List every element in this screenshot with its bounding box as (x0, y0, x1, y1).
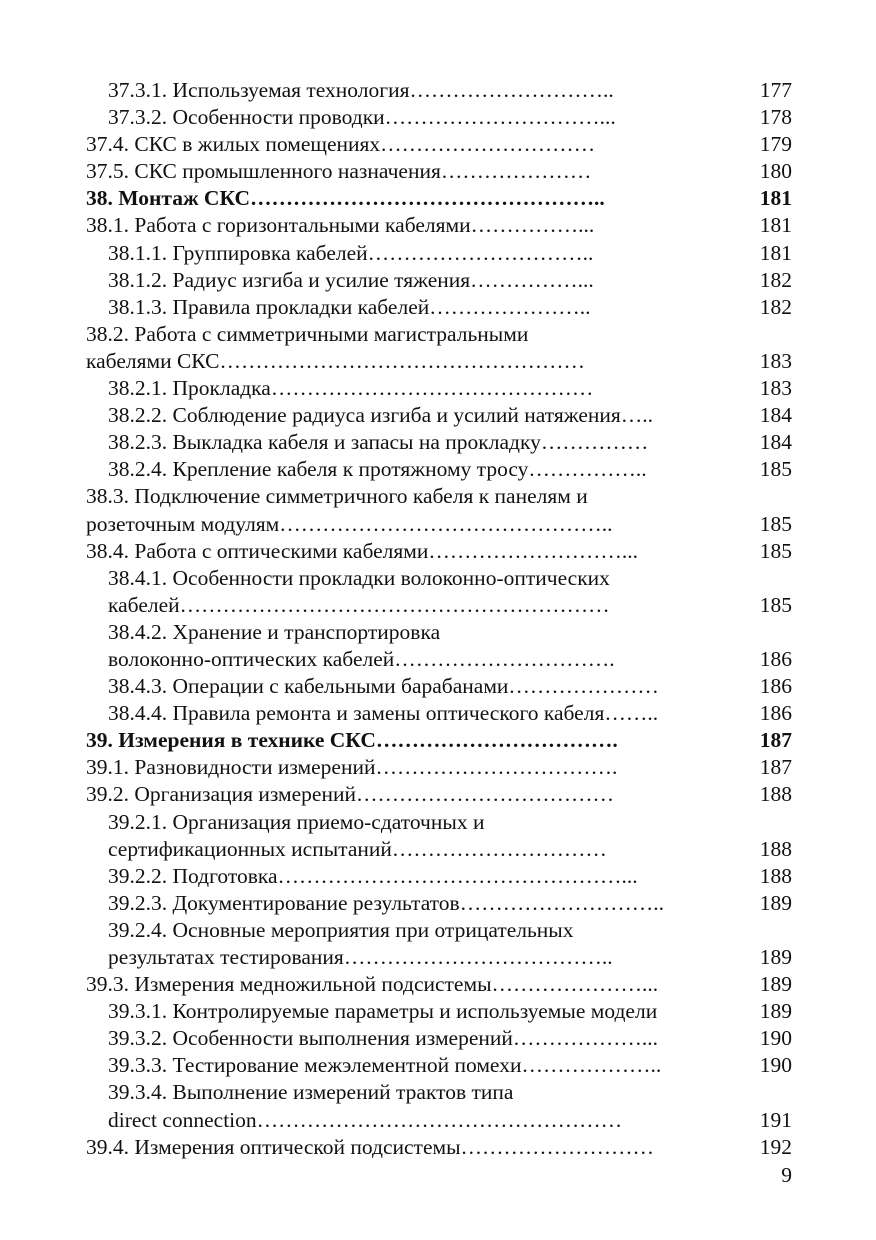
toc-line (86, 863, 792, 890)
page-number: 9 (781, 1163, 792, 1187)
toc-entry-page: 184 (759, 403, 792, 428)
toc-entry (86, 429, 792, 456)
toc-entry (86, 483, 792, 537)
toc-entry (86, 917, 792, 971)
toc-entry (86, 131, 792, 158)
toc-entry-title: 38.2. Работа с симметричными магистральными (86, 321, 529, 346)
toc-line (86, 754, 792, 781)
toc-entry (86, 104, 792, 131)
toc-entry (86, 1134, 792, 1161)
toc-entry-title: 39.3.1. Контролируемые параметры и используемые модели (108, 999, 658, 1024)
toc-entry-page: 183 (759, 376, 792, 401)
toc-line (86, 158, 792, 185)
toc-entry-title: 39.2.2. Подготовка…………………………………………... (108, 863, 638, 888)
toc-line (86, 294, 792, 321)
toc-entry-page: 189 (759, 945, 792, 969)
toc-entry-title: 38.1.1. Группировка кабелей………………………….. (108, 240, 594, 265)
toc-entry-page: 185 (759, 592, 792, 617)
toc-line (86, 267, 792, 294)
toc-line (86, 673, 792, 700)
toc-entry-title: direct connection…………………………………………… (108, 1107, 623, 1132)
toc-entry (86, 754, 792, 781)
table-of-contents (86, 77, 792, 1161)
toc-entry-page: 187 (759, 755, 792, 780)
toc-entry (86, 1079, 792, 1133)
toc-entry (86, 565, 792, 619)
toc-line (86, 131, 792, 158)
toc-entry (86, 781, 792, 808)
toc-line (86, 971, 792, 998)
toc-entry-page: 190 (759, 1026, 792, 1051)
toc-line (86, 538, 792, 565)
toc-entry (86, 538, 792, 565)
toc-entry-title: 38.2.2. Соблюдение радиуса изгиба и усилий натяжения….. (108, 403, 654, 428)
toc-entry-page: 184 (759, 430, 792, 455)
toc-line (86, 402, 792, 429)
toc-entry-page: 190 (759, 1053, 792, 1078)
toc-entry-title: 37.3.2. Особенности проводки…………………………... (108, 105, 616, 130)
toc-line (86, 890, 792, 917)
toc-line (86, 944, 792, 971)
toc-entry-title: 39.4. Измерения оптической подсистемы……………………… (86, 1134, 655, 1159)
toc-entry (86, 998, 792, 1025)
toc-entry-title: результатах тестирования……………………………….. (108, 945, 613, 969)
toc-entry-title: волоконно-оптических кабелей…………………………. (108, 646, 615, 671)
toc-entry-page: 188 (759, 836, 792, 861)
toc-entry-title: 39.3. Измерения медножильной подсистемы…………………... (86, 972, 659, 997)
toc-entry-title: 39.2.4. Основные мероприятия при отрицательных (108, 917, 574, 942)
toc-entry-page: 185 (759, 538, 792, 563)
toc-entry-title: 39.3.3. Тестирование межэлементной помехи……………….. (108, 1053, 662, 1078)
toc-entry (86, 619, 792, 673)
toc-entry (86, 809, 792, 863)
toc-entry-page: 189 (759, 999, 792, 1024)
toc-entry-title: 38.2.1. Прокладка……………………………………… (108, 376, 594, 401)
toc-entry-title: 38.4.1. Особенности прокладки волоконно-оптических (108, 565, 610, 590)
toc-line (86, 1052, 792, 1079)
toc-entry (86, 673, 792, 700)
toc-entry-title: 38.2.3. Выкладка кабеля и запасы на прокладку…………… (108, 430, 649, 455)
toc-entry (86, 77, 792, 104)
toc-line (86, 1107, 792, 1134)
toc-line (86, 565, 792, 592)
toc-entry (86, 1052, 792, 1079)
toc-line (86, 998, 792, 1025)
toc-entry-title: 38. Монтаж СКС………………………………………….. (86, 186, 605, 211)
toc-entry-title: 38.4. Работа с оптическими кабелями………………………... (86, 538, 639, 563)
toc-line (86, 212, 792, 239)
toc-entry-title: 38.1.2. Радиус изгиба и усилие тяжения……………... (108, 267, 594, 292)
toc-entry-title: 38.3. Подключение симметричного кабеля к панелям и (86, 484, 588, 509)
toc-entry-page: 180 (759, 159, 792, 184)
toc-entry-title: 39.3.4. Выполнение измерений трактов типа (108, 1080, 514, 1105)
toc-entry-title: 38.4.4. Правила ремонта и замены оптического кабеля…….. (108, 701, 659, 726)
toc-line (86, 321, 792, 348)
toc-line (86, 1079, 792, 1106)
toc-entry (86, 267, 792, 294)
toc-entry (86, 1025, 792, 1052)
toc-entry-title: 38.4.3. Операции с кабельными барабанами………………… (108, 674, 659, 699)
toc-entry-page: 189 (759, 890, 792, 915)
toc-entry-page: 192 (759, 1134, 792, 1159)
toc-entry-page: 181 (759, 186, 792, 211)
toc-entry-page: 183 (759, 348, 792, 373)
toc-line (86, 104, 792, 131)
toc-entry (86, 727, 792, 754)
toc-entry-page: 182 (759, 294, 792, 319)
toc-line (86, 836, 792, 863)
toc-line (86, 917, 792, 944)
toc-entry-page: 186 (759, 646, 792, 671)
toc-entry-title: 38.1.3. Правила прокладки кабелей………………….. (108, 294, 591, 319)
toc-line (86, 646, 792, 673)
toc-line (86, 727, 792, 754)
toc-entry-title: 39.1. Разновидности измерений……………………………. (86, 755, 618, 780)
toc-entry-page: 188 (759, 782, 792, 807)
toc-entry-title: 39. Измерения в технике СКС……………………………. (86, 728, 618, 753)
toc-entry-title: 37.5. СКС промышленного назначения………………… (86, 159, 592, 184)
toc-entry (86, 158, 792, 185)
toc-entry (86, 402, 792, 429)
toc-line (86, 240, 792, 267)
toc-entry-title: розеточным модулям……………………………………….. (86, 511, 613, 536)
toc-entry-page: 179 (759, 132, 792, 157)
toc-entry-title: 38.2.4. Крепление кабеля к протяжному тросу…………….. (108, 457, 647, 482)
toc-entry-title: 37.3.1. Используемая технология……………………….. (108, 78, 614, 102)
toc-line (86, 429, 792, 456)
toc-line (86, 511, 792, 538)
toc-line (86, 185, 792, 212)
toc-line (86, 456, 792, 483)
toc-line (86, 375, 792, 402)
toc-entry (86, 240, 792, 267)
toc-entry-title: 39.2.1. Организация приемо-сдаточных и (108, 809, 485, 834)
toc-entry-page: 178 (759, 105, 792, 130)
toc-line (86, 77, 792, 104)
toc-line (86, 809, 792, 836)
toc-entry-page: 181 (759, 213, 792, 238)
toc-entry-page: 188 (759, 863, 792, 888)
toc-entry-title: 38.4.2. Хранение и транспортировка (108, 619, 441, 644)
toc-line (86, 1025, 792, 1052)
toc-entry-page: 177 (759, 78, 792, 102)
toc-entry-page: 181 (759, 240, 792, 265)
toc-entry-title: сертификационных испытаний………………………… (108, 836, 607, 861)
toc-line (86, 700, 792, 727)
toc-line (86, 1134, 792, 1161)
toc-entry-page: 182 (759, 267, 792, 292)
toc-entry-page: 191 (759, 1107, 792, 1132)
toc-line (86, 619, 792, 646)
toc-entry (86, 185, 792, 212)
toc-entry (86, 863, 792, 890)
toc-entry-title: кабелями СКС…………………………………………… (86, 348, 585, 373)
toc-entry-title: 38.1. Работа с горизонтальными кабелями……………... (86, 213, 595, 238)
toc-entry (86, 212, 792, 239)
toc-entry-page: 185 (759, 511, 792, 536)
toc-line (86, 348, 792, 375)
toc-entry-page: 185 (759, 457, 792, 482)
toc-entry-page: 186 (759, 701, 792, 726)
toc-entry-title: 37.4. СКС в жилых помещениях………………………… (86, 132, 596, 157)
toc-line (86, 483, 792, 510)
toc-line (86, 781, 792, 808)
toc-entry (86, 971, 792, 998)
toc-entry (86, 294, 792, 321)
toc-entry-title: 39.2. Организация измерений……………………………… (86, 782, 614, 807)
toc-entry-page: 189 (759, 972, 792, 997)
toc-entry (86, 375, 792, 402)
toc-entry-title: кабелей…………………………………………………… (108, 592, 610, 617)
toc-line (86, 592, 792, 619)
toc-entry-title: 39.3.2. Особенности выполнения измерений………………... (108, 1026, 659, 1051)
toc-entry-title: 39.2.3. Документирование результатов……………………….. (108, 890, 664, 915)
toc-entry (86, 456, 792, 483)
toc-entry (86, 890, 792, 917)
toc-entry (86, 700, 792, 727)
toc-entry (86, 321, 792, 375)
toc-entry-page: 187 (759, 728, 792, 753)
toc-entry-page: 186 (759, 674, 792, 699)
